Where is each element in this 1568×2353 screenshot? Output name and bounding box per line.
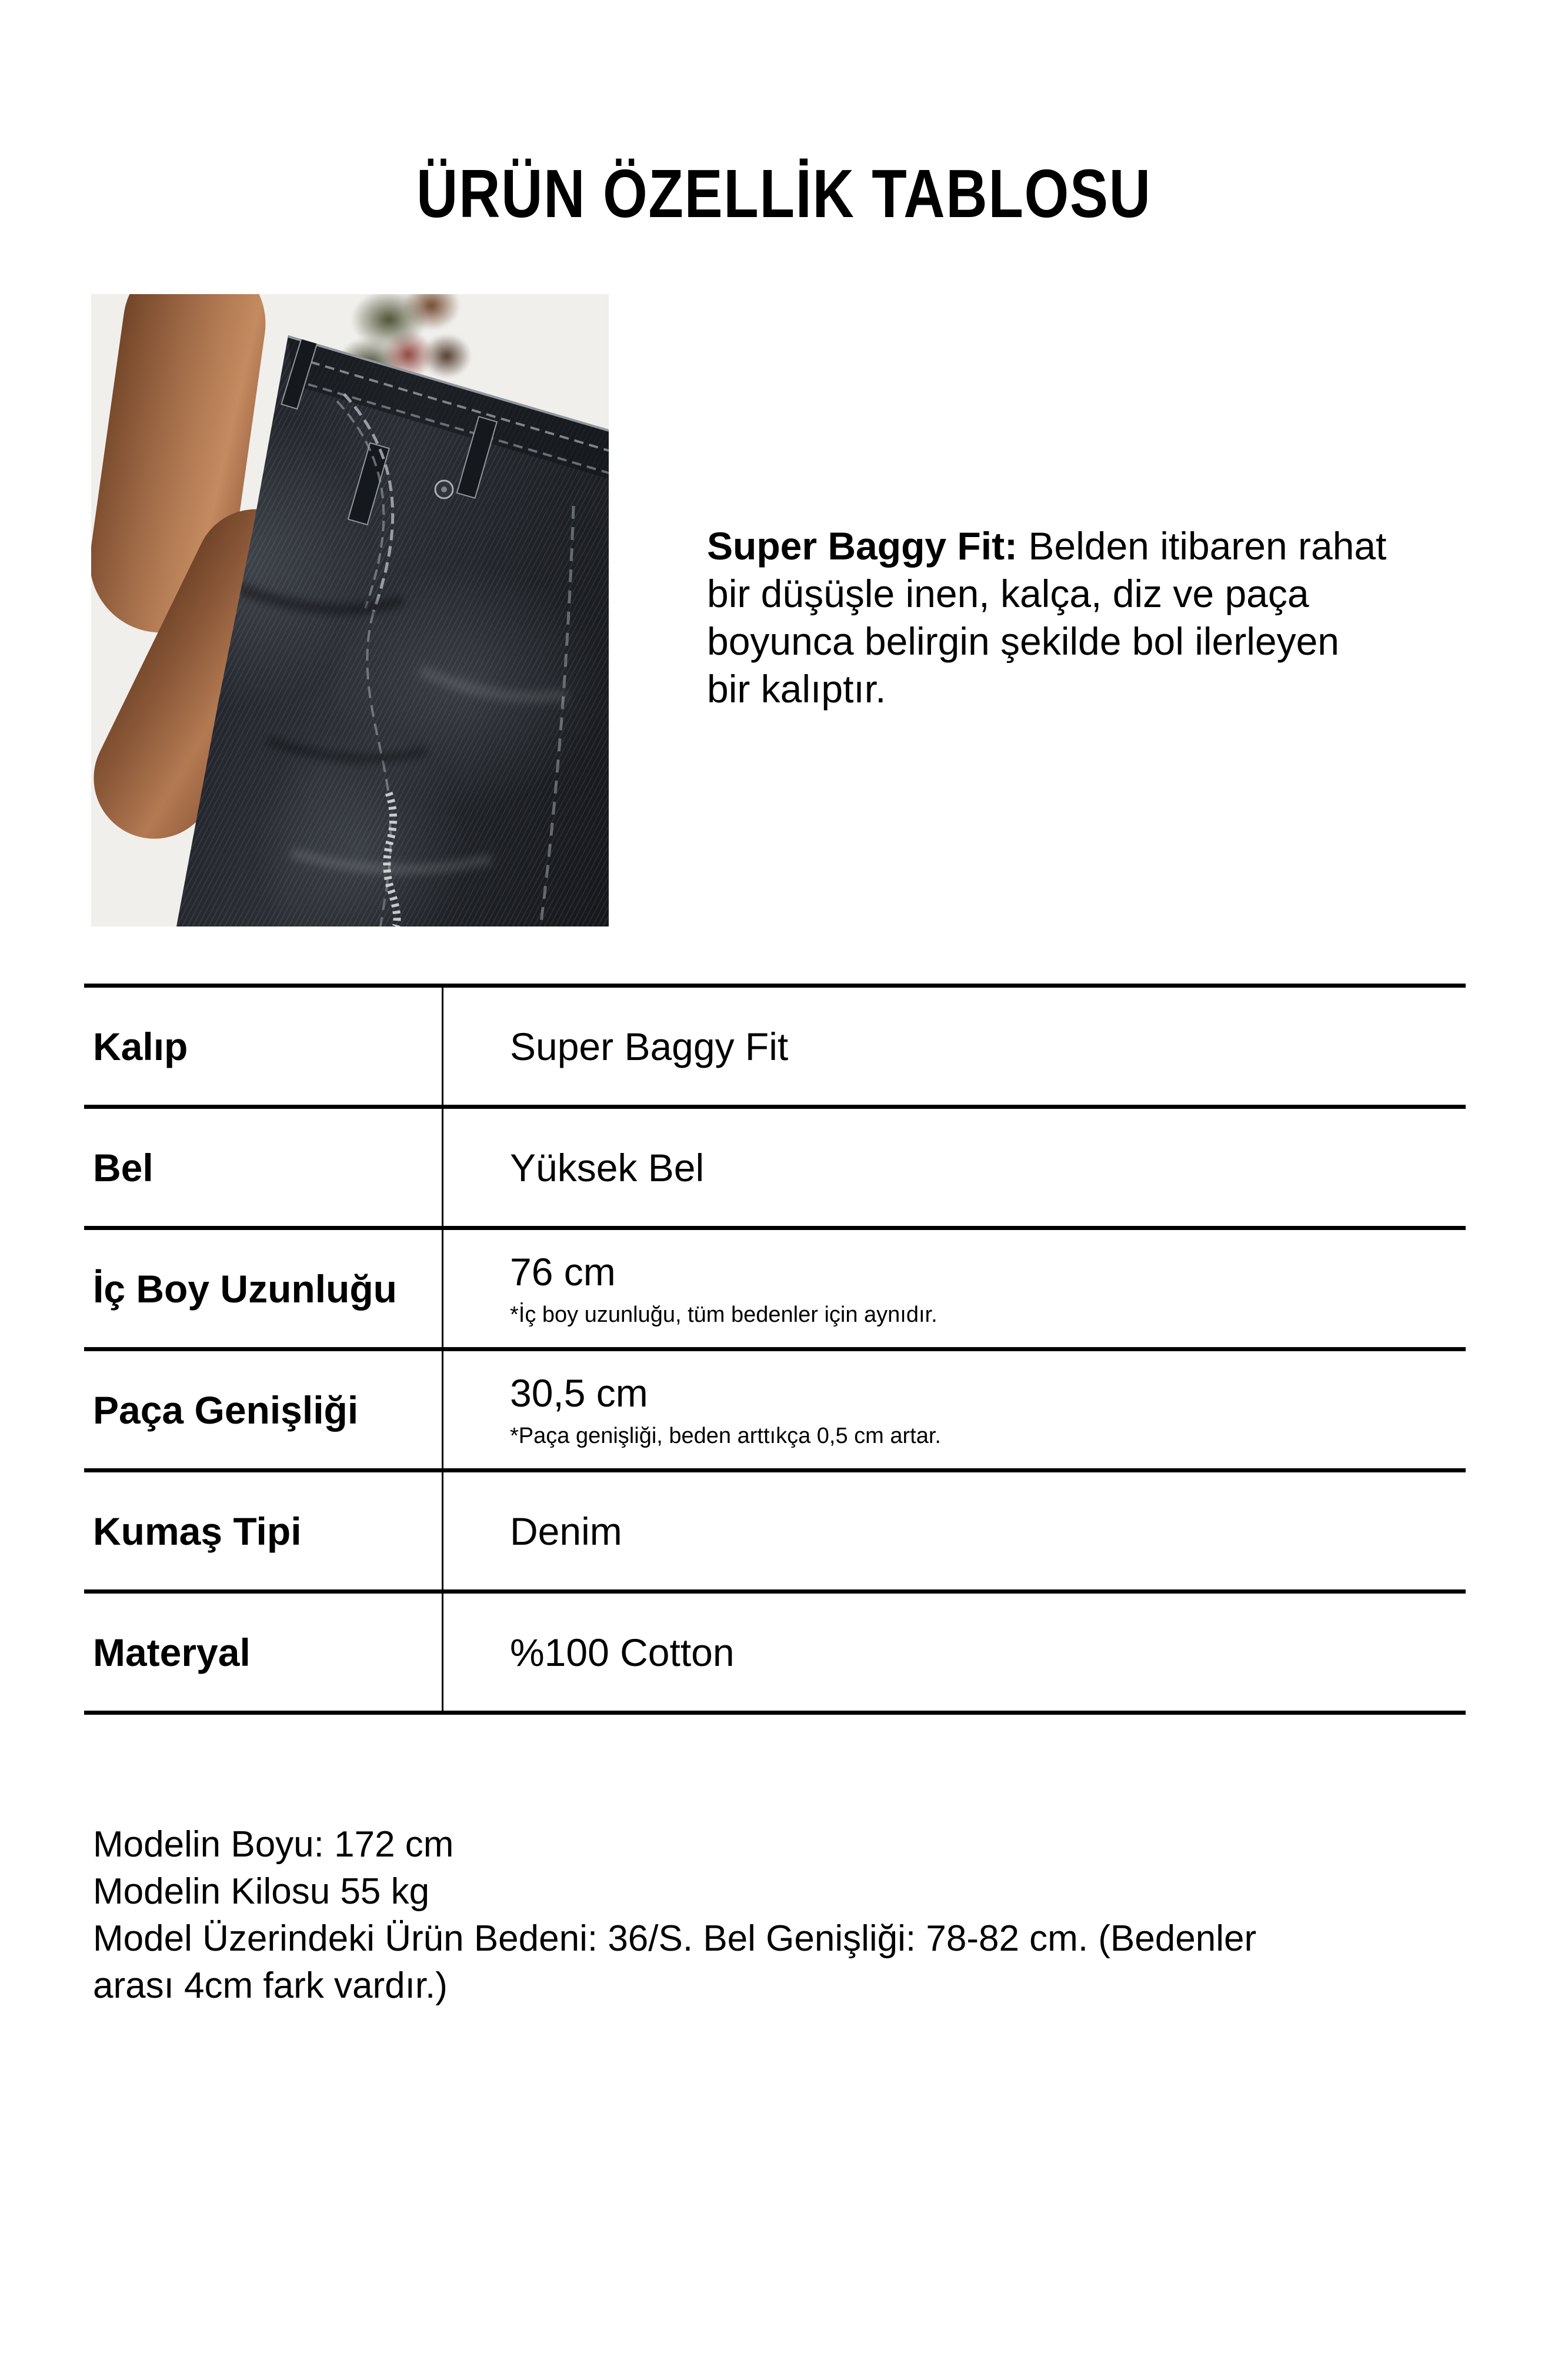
fit-description [707,522,1386,713]
model-info-line1: Modelin Boyu: 172 cm [93,1824,454,1865]
waistband [288,335,609,479]
pocket-rivet [241,535,250,545]
model-info-line3: Model Üzerindeki Ürün Bedeni: 36/S. Bel Genişliği: 78-82 cm. (Bedenler [93,1918,1257,1959]
spec-label-kumas: Kumaş Tipi [93,1509,302,1553]
spec-valuecol [442,1509,1466,1554]
model-info-line2: Modelin Kilosu 55 kg [93,1871,430,1912]
product-photo [91,294,609,926]
spec-label-paca: Paça Genişliği [93,1388,359,1432]
spec-valuecol [442,1371,1466,1449]
spec-label-kalip: Kalıp [93,1024,188,1068]
spec-valuecol [442,1630,1466,1675]
model-info-line4: arası 4cm fark vardır.) [93,1965,448,2006]
spec-value-ic-boy: 76 cm [510,1250,616,1294]
fit-description-line1 [707,522,1386,570]
table-row [84,1109,1466,1230]
spec-valuecol [442,1024,1466,1069]
spec-value-bel: Yüksek Bel [510,1145,705,1189]
spec-label-ic-boy: İç Boy Uzunluğu [93,1267,397,1311]
spec-table [84,984,1466,1715]
table-row [84,1472,1466,1594]
fit-name-bold: Super Baggy Fit: [707,524,1018,568]
distress-fray [387,793,397,926]
spec-label-materyal: Materyal [93,1630,251,1674]
page-title: ÜRÜN ÖZELLİK TABLOSU [416,155,1152,232]
spec-value-kumas: Denim [510,1509,622,1553]
fit-line1-rest: Belden itibaren rahat [1017,524,1387,568]
fit-description-line3: boyunca belirgin şekilde bol ilerleyen [707,619,1339,663]
spec-label-bel: Bel [93,1145,154,1189]
side-seam [541,506,573,926]
fit-description-line4: bir kalıptır. [707,667,886,711]
panel-seam [367,612,388,791]
jeans-button-center [441,486,447,492]
fit-description-line2: bir düşüşle inen, kalça, diz ve paça [707,572,1309,615]
page-title-wrap [0,154,1568,233]
spec-valuecol [442,1145,1466,1190]
spec-value-materyal: %100 Cotton [510,1630,735,1674]
jeans-details-overlay [91,294,609,926]
table-row [84,1351,1466,1472]
spec-note-ic-boy: *İç boy uzunluğu, tüm bedenler için aynıdır. [510,1302,938,1327]
spec-note-paca: *Paça genişliği, beden arttıkça 0,5 cm artar. [510,1424,941,1448]
table-row [84,988,1466,1109]
model-info [93,1821,1256,2009]
panel-seam-lower [381,824,391,926]
denim-creases [238,588,568,869]
table-row [84,1230,1466,1351]
spec-value-kalip: Super Baggy Fit [510,1024,789,1068]
spec-value-paca: 30,5 cm [510,1371,648,1415]
table-column-divider [442,988,443,1715]
spec-valuecol [442,1249,1466,1328]
table-row [84,1594,1466,1715]
